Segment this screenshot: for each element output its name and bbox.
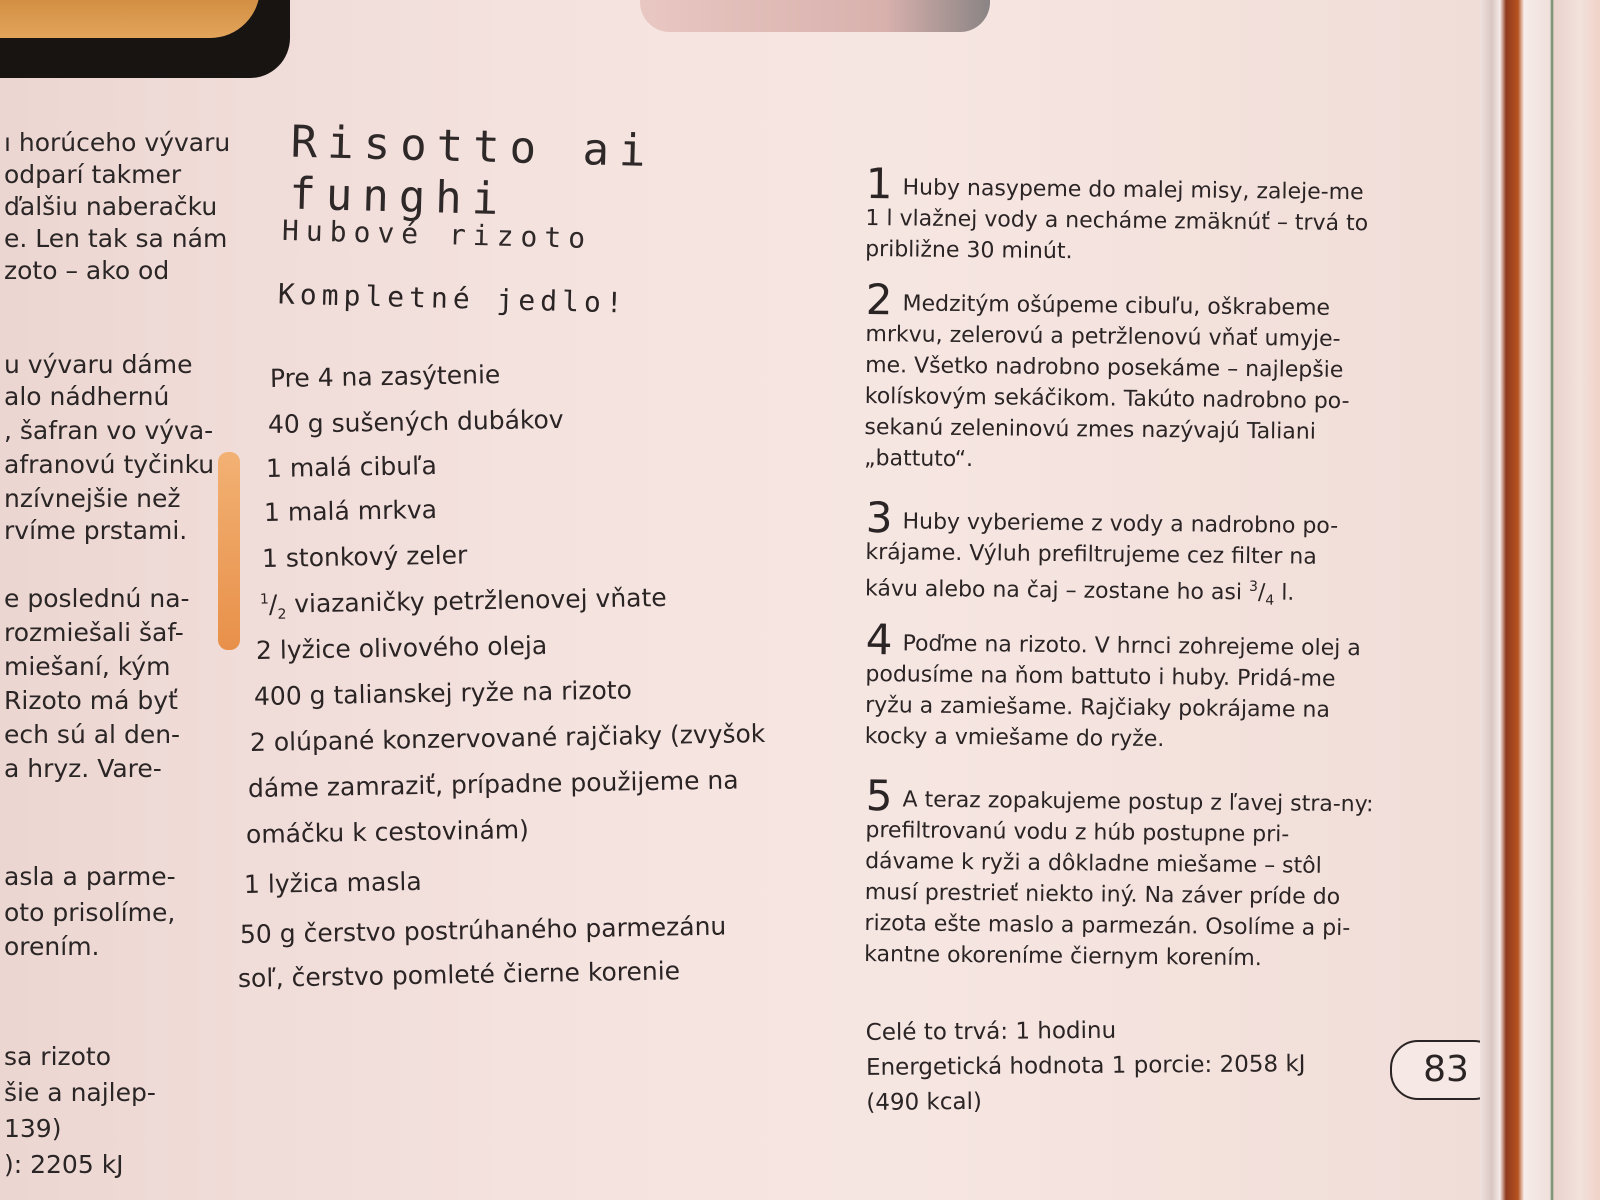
left-line: afranovú tyčinku	[4, 450, 215, 479]
prep-time: Celé to trvá: 1 hodinu	[865, 1017, 1117, 1046]
ingredients-serving: Pre 4 na zasýtenie	[269, 359, 501, 393]
energy-value: Energetická hodnota 1 porcie: 2058 kJ	[865, 1051, 1306, 1081]
ingredient-item-continued: omáčku k cestovinám)	[245, 815, 530, 849]
ingredient-item: 40 g sušených dubákov	[267, 404, 564, 439]
left-line: šie a najlep-	[4, 1078, 156, 1107]
left-line: Rizoto má byť	[4, 686, 178, 715]
recipe-title: Risotto ai funghi	[288, 116, 657, 226]
ingredient-item-continued: dáme zamraziť, prípadne použijeme na	[247, 765, 739, 803]
left-line: sa rizoto	[4, 1042, 112, 1071]
left-line: 139)	[4, 1114, 62, 1143]
ingredient-item: $^1/_2$ viazaničky petržlenovej vňate	[259, 582, 667, 623]
left-line: e. Len tak sa nám	[4, 224, 228, 253]
energy-kcal: (490 kcal)	[866, 1088, 983, 1116]
step-4	[864, 615, 1376, 757]
left-line: orením.	[4, 932, 100, 961]
recipe-footer	[866, 1012, 1306, 1121]
ingredient-item: 400 g talianskej ryže na rizoto	[253, 675, 633, 711]
food-photo-corner	[0, 0, 290, 78]
step-number: 2	[865, 275, 893, 325]
ingredient-item: 2 lyžice olivového oleja	[255, 630, 548, 665]
left-line: oto prisolíme,	[4, 898, 176, 927]
fraction-denominator: 4	[1265, 592, 1275, 609]
fraction-denominator: 2	[277, 606, 287, 623]
step-text: Medzitým ošúpeme cibuľu, oškrabeme mrkvu, zelerovú a petržlenovú vňať umyje-me. Všetko nadrobno posekáme – najlepšie kolískovým sekáčikom. Takúto nadrobno po-sekanú zeleninovú zmes nazývajú Taliani „battuto“.	[864, 291, 1350, 473]
step-text-end: l.	[1274, 580, 1295, 606]
page-number: 83	[1390, 1040, 1502, 1100]
step-text: Huby nasypeme do malej misy, zaleje-me 1 l vlažnej vody a necháme zmäknúť – trvá to približne 30 minút.	[865, 175, 1369, 265]
ingredient-item: 1 malá cibuľa	[265, 451, 438, 483]
step-number: 4	[865, 615, 893, 665]
top-photo-edge	[640, 0, 990, 32]
left-line: , šafran vo výva-	[4, 416, 214, 445]
ingredient-item: soľ, čerstvo pomleté čierne korenie	[237, 956, 681, 993]
ingredient-text: viazaničky petržlenovej vňate	[285, 582, 667, 619]
ingredient-item: 50 g čerstvo postrúhaného parmezánu	[239, 911, 727, 949]
orange-accent-bar	[218, 452, 240, 650]
step-5	[864, 771, 1376, 975]
step-text: Huby vyberieme z vody a nadrobno po-krájame. Výluh prefiltrujeme cez filter na kávu alebo na čaj – zostane ho asi	[864, 509, 1339, 606]
left-line: nzívnejšie než	[4, 484, 181, 513]
fraction-numerator: 3	[1248, 579, 1259, 596]
ingredient-item: 1 stonkový zeler	[261, 540, 468, 573]
recipe-tagline: Kompletné jedlo!	[277, 277, 629, 320]
left-line: asla a parme-	[4, 862, 176, 891]
step-2	[864, 275, 1376, 479]
left-line: e poslednú na-	[4, 584, 190, 613]
step-1	[865, 159, 1376, 270]
left-line: ech sú al den-	[4, 720, 181, 749]
fraction: $^3/_4$	[1248, 579, 1275, 609]
step-text: A teraz zopakujeme postup z ľavej stra-ny: prefiltrovanú vodu z húb postupne pri-dávame k ryži a dôkladne miešame – stôl musí prestrieť niekto iný. Na záver príde do rizota ešte maslo a parmezán. Osolíme a pi-kantne okoreníme čiernym korením.	[864, 787, 1374, 972]
step-number: 3	[865, 493, 893, 543]
ingredient-item: 1 malá mrkva	[263, 494, 438, 527]
left-line: alo nádhernú	[4, 382, 170, 411]
step-text: Poďme na rizoto. V hrnci zohrejeme olej a podusíme na ňom battuto i huby. Pridá-me ryžu a zamiešame. Rajčiaky pokrájame na kocky a vmiešame do ryže.	[864, 631, 1361, 753]
left-line: ďalšiu naberačku	[4, 192, 218, 221]
book-page-edges	[1480, 0, 1600, 1200]
recipe-subtitle: Hubové rizoto	[281, 213, 593, 256]
step-3	[864, 493, 1376, 618]
left-line: ): 2205 kJ	[4, 1150, 124, 1179]
left-line: rozmiešali šaf-	[4, 618, 184, 647]
step-number: 5	[865, 771, 893, 821]
food-photo-dish	[0, 0, 260, 38]
fraction-numerator: 1	[259, 591, 269, 608]
left-line: odparí takmer	[4, 160, 182, 189]
left-line: u vývaru dáme	[4, 350, 193, 379]
left-line: zoto – ako od	[4, 256, 170, 285]
left-line: rvíme prstami.	[4, 516, 188, 545]
ingredient-item: 1 lyžica masla	[243, 866, 422, 899]
left-line: ı horúceho vývaru	[4, 128, 231, 157]
left-line: a hryz. Vare-	[4, 754, 162, 783]
step-number: 1	[865, 159, 893, 209]
left-line: miešaní, kým	[4, 652, 171, 681]
ingredient-item: 2 olúpané konzervované rajčiaky (zvyšok	[249, 719, 766, 757]
